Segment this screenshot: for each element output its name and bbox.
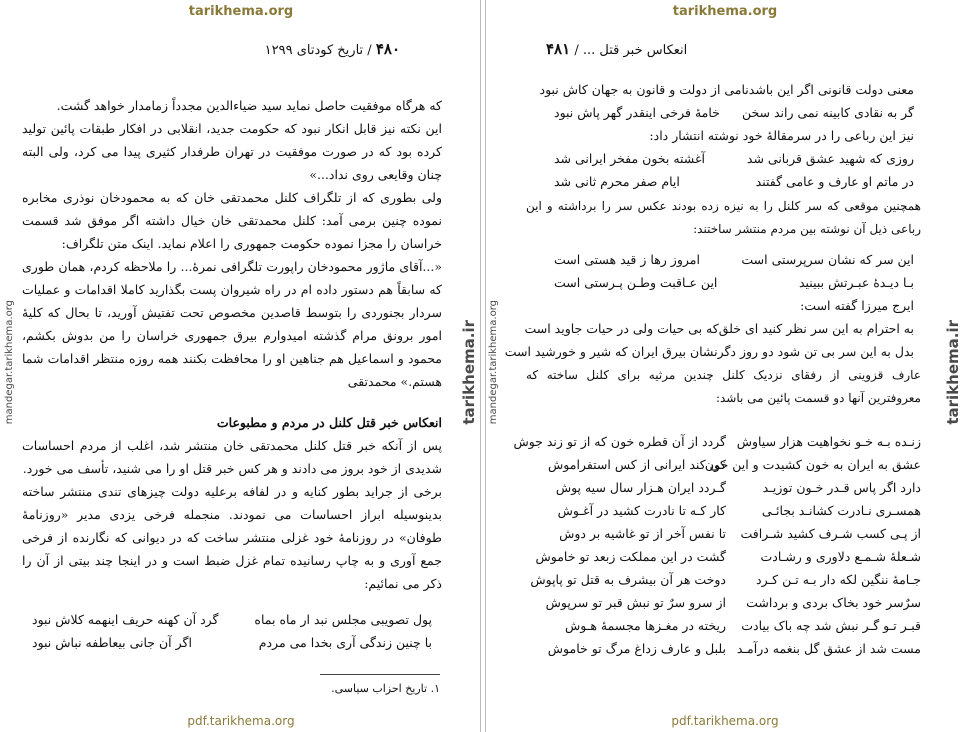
site-watermark-top-right: tarikhema.org <box>672 4 778 19</box>
poem-couplet <box>504 340 914 363</box>
poem-couplet <box>554 147 914 170</box>
verse-line: ریخته در مغـزها مجسمهٔ هـوش <box>564 618 726 633</box>
hemistich: امروز رها ز قید هستی است <box>554 252 700 267</box>
page-number-right: ۴۸۱ <box>546 40 571 58</box>
poem-couplet <box>554 248 914 271</box>
paragraph: ولی بطوری که از تلگراف کلنل محمدتقی خان که به محمودخان نوذری مخابره نموده چنین برمی آمد: کلنل محمدتقی خان خیال داشته اگر موفق شد قسمت خراسان را مجزا نموده حکومت جمهوری را اعلام نماید. اینک متن تلگراف: <box>22 190 442 251</box>
site-watermark-bottom-right: pdf.tarikhema.org <box>671 714 779 728</box>
left-poem <box>32 608 432 654</box>
verse-line: از پـی کسب شـرف کشید شـرافت <box>740 526 921 541</box>
verse-line: کی کند ایرانی از کس استفراموش <box>548 457 726 472</box>
verse-line: قبـر تـو گـر نبش شد چه باک بیادت <box>741 618 921 633</box>
right-prose-2: عارف قزوینی از رفقای نزدیک کلنل چندین مرثیه برای کلنل ساخته که معروفترین آنها دو قسمت پائین می باشد: <box>526 368 921 405</box>
poem-couplet <box>32 631 432 654</box>
header-separator-left: / <box>367 43 372 58</box>
hemistich: گر به نقادی کابینه نمی راند سخن <box>741 105 914 120</box>
poem-couplet <box>539 78 914 101</box>
verse-line: دارد اگر پاس قـدر خـون توزیـد <box>762 480 921 495</box>
verse-line: جـامهٔ ننگین لکه دار بـه تـن کـرد <box>756 572 921 587</box>
paragraph: برخی از جراید بطور کنایه و در لفافه برعلیه دولت چیزهای تندی منتشر ساخته بدینوسیله ابراز احساسات می نمودند. منجمله فرخی یزدی مدیر «روزنامهٔ طوفان» در روزنامهٔ خود غزلی منتشر ساخت که در دیوانی که نگارنده از فرخی جمع آوری و به چاپ رسانیده تمام غزل ضبط است و در اینجا چند بیتی از آن را ذکر می نمائیم: <box>22 484 442 591</box>
footnote: ۱. تاریخ احزاب سیاسی. <box>331 682 440 695</box>
verse-line: همسـری نـادرت کشانـد بجائـی <box>761 503 921 518</box>
footnote-rule <box>320 674 440 675</box>
verse-line: شـعلهٔ شـمـع دلاوری و رشـادت <box>760 549 921 564</box>
verse-line: گشت در این مملکت زبعد تو خاموش <box>535 549 726 564</box>
verse-line: سرٌسر خود بخاک بردی و برداشت <box>746 595 921 610</box>
hemistich: در ماتم او عارف و عامی گفتند <box>755 174 914 189</box>
page-header-left <box>265 40 400 58</box>
right-prose-1: همچنین موقعی که سر کلنل را به نیزه زده بودند عکس سر را برداشته و این رباعی ذیل آن نوشته بین مردم منتشر ساختند: <box>526 199 921 236</box>
hemistich: که بی حیات ولی در حیات جاوید است <box>524 321 719 336</box>
hemistich: پول تصویبی مجلس نبد ار ماه بماه <box>254 612 432 627</box>
page-left <box>2 0 481 732</box>
hemistich: خامهٔ فرخی اینقدر گهر پاش نبود <box>554 105 720 120</box>
poem-column-left <box>513 430 726 660</box>
prose-line: نیز این رباعی را در سرمقالهٔ خود نوشته انتشار داد: <box>649 128 914 143</box>
poem-couplet <box>554 271 914 294</box>
right-poem-3 <box>504 248 914 363</box>
header-separator-right: / <box>574 43 579 58</box>
right-poem-5 <box>513 430 921 660</box>
hemistich: نشان بیرق ایران که شیر و خورشید است <box>504 344 718 359</box>
verse-line: بلبل و عارف زداغ مرگ تو خاموش <box>547 641 726 656</box>
hemistich: معنی دولت قانونی اگر این باشد <box>748 82 914 97</box>
hemistich: ایام صفر محرم ثانی شد <box>554 174 680 189</box>
left-body-text <box>22 94 442 595</box>
verse-line: زنـده بـه خـو نخواهیت هزار سیاوش <box>736 434 921 449</box>
running-title-right: انعکاس خبر قتل ... <box>582 43 688 58</box>
page-number-left: ۴۸۰ <box>375 40 400 58</box>
site-watermark-top-left: tarikhema.org <box>188 4 294 19</box>
hemistich: نامی از دولت و قانون به جهان کاش نبود <box>539 82 749 97</box>
hemistich: این سر که نشان سرپرستی است <box>741 252 914 267</box>
hemistich: با چنین زندگی آری بخدا می مردم <box>258 635 432 650</box>
verse-line: گـردد ایران هـزار سال سیه پوش <box>555 480 726 495</box>
page-right <box>485 0 964 732</box>
side-watermark-small-right: mandegar.tarikhema.org <box>488 300 499 425</box>
side-watermark-big-right: tarikhema.ir <box>944 320 962 425</box>
poem-couplet <box>554 170 914 193</box>
hemistich: آغشته بخون مفخر ایرانی شد <box>554 151 705 166</box>
hemistich: به احترام به این سر نظر کنید ای خلق <box>718 321 914 336</box>
poem-couplet <box>554 101 914 124</box>
poem-couplet <box>524 317 914 340</box>
side-watermark-small-left: mandegar.tarikhema.org <box>4 300 15 425</box>
prose-line: ایرج میرزا گفته است: <box>800 298 914 313</box>
paragraph: این نکته نیز قابل انکار نبود که حکومت جدید، انقلابی در افکار طبقات پائین تولید کرده بود که در صورت موفقیت در تهران طرفدار کثیری پیدا می کرد، ولی البته چنان وقایعی روی نداد...» <box>22 121 442 182</box>
site-watermark-bottom-left: pdf.tarikhema.org <box>187 714 295 728</box>
running-title-left: تاریخ کودتای ۱۲۹۹ <box>264 43 364 58</box>
verse-line: دوخت هر آن بیشرف به قتل تو پاپوش <box>530 572 726 587</box>
hemistich: این عـاقبت وطـن پـرستی است <box>554 275 718 290</box>
paragraph: پس از آنکه خبر قتل کلنل محمدتقی خان منتشر شد، اغلب از مردم احساسات شدیدی از خود بروز می دادند و هر کس خبر قتل او را می شنید، تأسف می خورد. <box>22 438 442 476</box>
hemistich: اگر آن جانی بیعاطفه نباش نبود <box>32 635 192 650</box>
verse-line: گردد از آن قطره خون که از تو زند جوش <box>513 434 726 449</box>
page-header-right <box>546 40 687 58</box>
verse-line: عشق به ایران به خون کشیدت و این خون <box>704 457 921 472</box>
side-watermark-big-left: tarikhema.ir <box>460 320 478 425</box>
hemistich: بدل به این سر بی تن شود دو روز دگر <box>717 344 914 359</box>
hemistich: روزی که شهید عشق قربانی شد <box>746 151 914 166</box>
verse-line: تا نفس آخر از تو غاشیه بر دوش <box>559 526 726 541</box>
verse-line: کار کـه تا نادرت کشید در آغـوش <box>557 503 726 518</box>
paragraph: که هرگاه موفقیت حاصل نماید سید ضیاءالدین مجدداً زمامدار خواهد گشت. <box>56 98 442 113</box>
poem-column-right <box>704 430 921 660</box>
right-top-content <box>539 78 914 193</box>
hemistich: گرد آن کهنه حریف اینهمه کلاش نبود <box>32 612 219 627</box>
paragraph: «...آقای ماژور محمودخان راپورت تلگرافی نمرهٔ... را ملاحظه کردم، همان طوری که سابقاً هم دستور داده ام در راه شیروان پست بگذارید کاملا اقدامات و عملیات سردار بجنوردی را بتوسط قاصدین مخصوص تحت تفتیش آورید، تا بحال که کلیهٔ امور برونق مرام گذشته امیدوارم بیرق جمهوری خراسان را من بدوش بکشم، محمود و اسماعیل هم جناهین او را محافظت بکنند همه روزه منتظر اقدامات شما هستم.» محمدتقی <box>22 259 442 389</box>
hemistich: بـا دیـدهٔ عبـرتش ببینید <box>798 275 914 290</box>
verse-line: از سرو سرٌ تو نبش قبر تو سرپوش <box>545 595 726 610</box>
poem-couplet <box>32 608 432 631</box>
verse-line: مست شد از عشق گل بنغمه درآمـد <box>736 641 921 656</box>
section-heading: انعکاس خبر قتل کلنل در مردم و مطبوعات <box>216 415 442 430</box>
